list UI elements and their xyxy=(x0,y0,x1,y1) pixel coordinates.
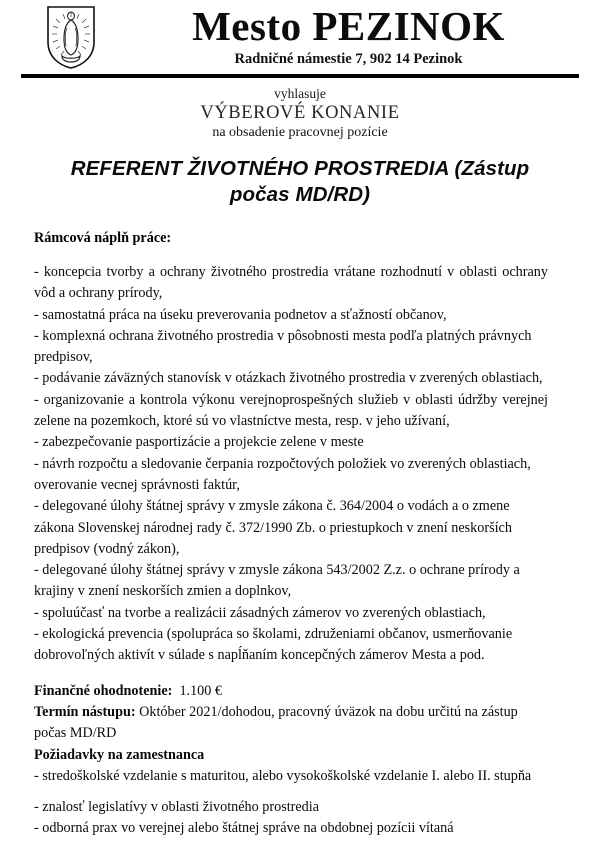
spacer xyxy=(34,667,548,681)
announce-verb: vyhlasuje xyxy=(274,86,326,101)
requirement-item: - stredoškolské vzdelanie s maturitou, alebo vysokoškolské vzdelanie I. alebo II. stupňa xyxy=(34,767,532,784)
announce-heading: VÝBEROVÉ KONANIE xyxy=(200,103,400,123)
start-date-label: Termín nástupu: xyxy=(34,703,136,720)
announce-subheading: na obsadenie pracovnej pozície xyxy=(212,125,388,140)
document-header xyxy=(0,0,600,72)
document-body xyxy=(0,228,600,840)
duty-item: - koncepcia tvorby a ochrany životného prostredia vrátane rozhodnutí v oblasti ochrany vôd a ochrany prírody, xyxy=(34,264,548,302)
city-address: Radničné námestie 7, 902 14 Pezinok xyxy=(234,51,463,67)
page-title: Mesto PEZINOK xyxy=(192,3,505,49)
duties-heading: Rámcová náplň práce: xyxy=(34,230,172,246)
salary-label: Finančné ohodnotenie: xyxy=(34,682,173,699)
header-divider xyxy=(21,74,579,78)
duty-item: - podávanie záväzných stanovísk v otázkach životného prostredia v zverených oblastiach, xyxy=(34,370,543,387)
announcement-block xyxy=(0,86,600,142)
salary-row xyxy=(34,681,548,702)
requirement-item: - znalosť legislatívy v oblasti životného prostredia xyxy=(34,799,320,816)
salary-value: 1.100 € xyxy=(179,682,222,699)
duty-item: - návrh rozpočtu a sledovanie čerpania rozpočtových položiek vo zverených oblastiach, overovanie vecnej správnosti faktúr, xyxy=(34,455,531,493)
requirements-heading-text: Požiadavky na zamestnanca xyxy=(34,746,205,763)
requirements-heading xyxy=(34,745,548,766)
duty-item: - komplexná ochrana životného prostredia v pôsobnosti mesta podľa platných právnych predpisov, xyxy=(34,327,532,366)
duty-item: - spoluúčasť na tvorbe a realizácii zásadných zámerov vo zverených oblastiach, xyxy=(34,604,486,621)
duty-item: - zabezpečovanie pasportizácie a projekcie zelene v meste xyxy=(34,434,364,451)
requirement-item: - odborná prax vo verejnej alebo štátnej správe na obdobnej pozícii vítaná xyxy=(34,820,454,837)
duty-item: - delegované úlohy štátnej správy v zmysle zákona 543/2002 Z.z. o ochrane prírody a krajiny v znení neskorších zmien a doplnkov, xyxy=(34,562,520,600)
duty-item: - samostatná práca na úseku preverovania podnetov a sťažností občanov, xyxy=(34,306,447,323)
spacer xyxy=(34,249,548,262)
header-titles xyxy=(105,0,592,68)
start-date-value: Október 2021/dohodou, pracovný úväzok na dobu určitú na zástup počas MD/RD xyxy=(34,703,518,742)
duty-item: - ekologická prevencia (spolupráca so školami, združeniami občanov, usmerňovanie dobrovoľných aktivít v súlade s napĺňaním koncepčných zámerov Mesta a pod. xyxy=(34,626,513,664)
duty-item: - delegované úlohy štátnej správy v zmysle zákona č. 364/2004 o vodách a o zmene zákona Slovenskej národnej rady č. 372/1990 Zb. o priestupkoch v znení neskorších predpisov (vodný zákon), xyxy=(34,498,512,557)
spacer xyxy=(34,787,548,797)
pezinok-coat-of-arms-icon xyxy=(46,6,96,69)
job-position-title: REFERENT ŽIVOTNÉHO PROSTREDIA (Zástup počas MD/RD) xyxy=(70,157,530,206)
duty-item: - organizovanie a kontrola výkonu verejnoprospešných služieb v oblasti údržby verejnej zelene na pozemkoch, ktoré sú vo vlastníctve mesta, resp. v jeho užívaní, xyxy=(34,391,548,430)
start-date-row xyxy=(34,702,548,745)
